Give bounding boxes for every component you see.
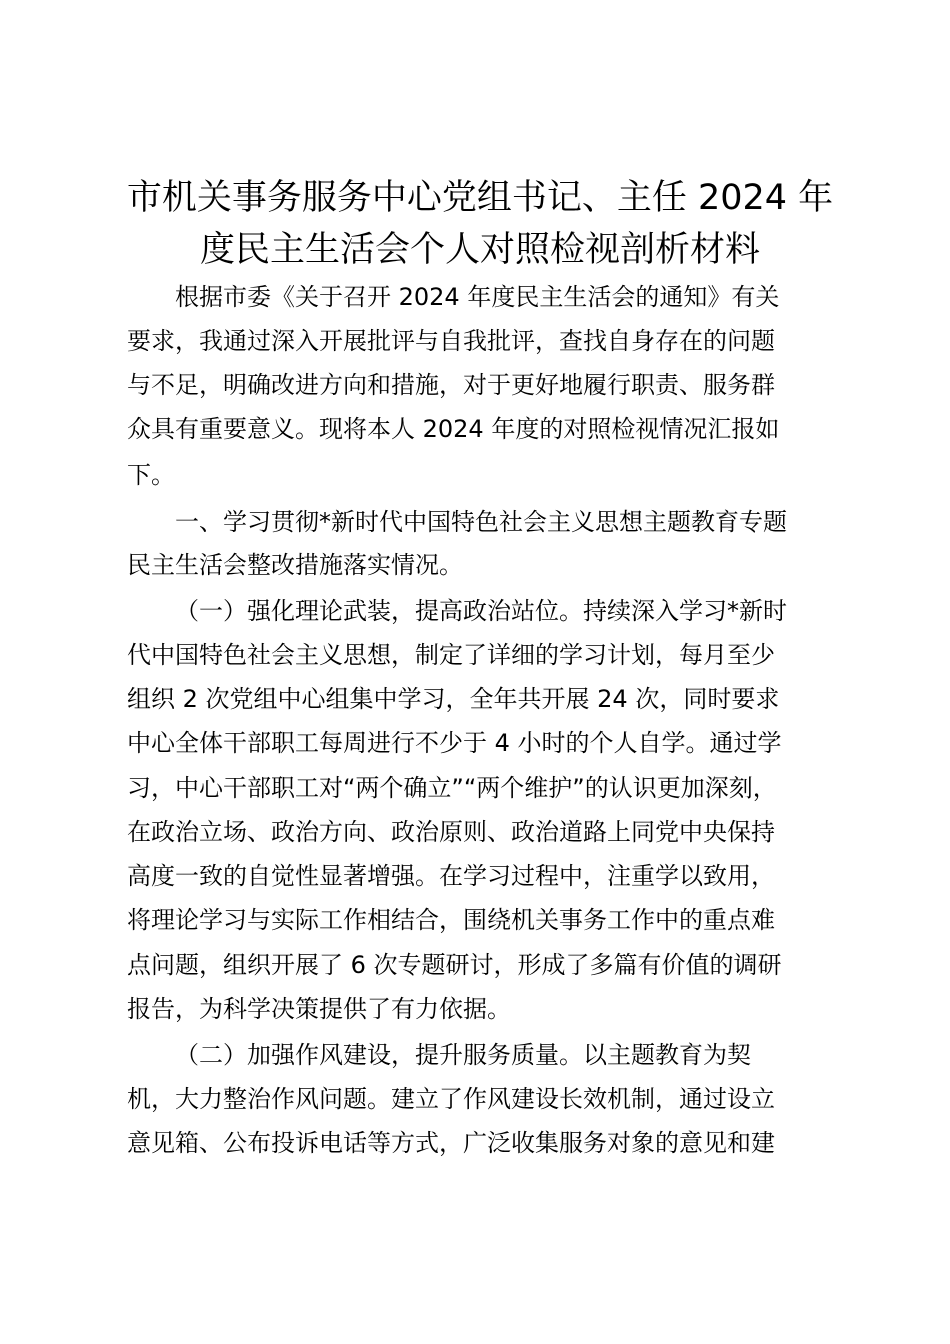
document-title: [110, 172, 850, 276]
body-line-10: 组织 2 次党组中心组集中学习，全年共开展 24 次，同时要求: [127, 685, 780, 713]
body-line-4: 众具有重要意义。现将本人 2024 年度的对照检视情况汇报如: [127, 415, 780, 443]
body-line-1: 根据市委《关于召开 2024 年度民主生活会的通知》有关: [175, 283, 780, 311]
body-line-6: 一、学习贯彻*新时代中国特色社会主义思想主题教育专题: [175, 508, 787, 536]
body-line-19: 机，大力整治作风问题。建立了作风建设长效机制，通过设立: [127, 1085, 775, 1113]
body-line-3: 与不足，明确改进方向和措施，对于更好地履行职责、服务群: [127, 371, 775, 399]
body-line-20: 意见箱、公布投诉电话等方式，广泛收集服务对象的意见和建: [127, 1129, 775, 1157]
title-line-1: 市机关事务服务中心党组书记、主任 2024 年: [126, 178, 834, 218]
body-line-16: 点问题，组织开展了 6 次专题研讨，形成了多篇有价值的调研: [127, 951, 782, 979]
body-line-7: 民主生活会整改措施落实情况。: [127, 551, 463, 579]
body-line-2: 要求，我通过深入开展批评与自我批评，查找自身存在的问题: [127, 327, 775, 355]
title-line-2: 度民主生活会个人对照检视剖析材料: [199, 230, 760, 270]
body-line-11: 中心全体干部职工每周进行不少于 4 小时的个人自学。通过学: [127, 729, 782, 757]
body-line-14: 高度一致的自觉性显著增强。在学习过程中，注重学以致用，: [127, 862, 775, 890]
body-line-12: 习，中心干部职工对“两个确立”“两个维护”的认识更加深刻，: [127, 774, 777, 802]
body-line-15: 将理论学习与实际工作相结合，围绕机关事务工作中的重点难: [127, 906, 775, 934]
body-line-18: （二）加强作风建设，提升服务质量。以主题教育为契: [175, 1041, 751, 1069]
body-line-9: 代中国特色社会主义思想，制定了详细的学习计划，每月至少: [127, 641, 775, 669]
body-line-17: 报告，为科学决策提供了有力依据。: [127, 995, 511, 1023]
body-line-13: 在政治立场、政治方向、政治原则、政治道路上同党中央保持: [127, 818, 775, 846]
body-line-5: 下。: [127, 461, 175, 489]
body-line-8: （一）强化理论武装，提高政治站位。持续深入学习*新时: [175, 597, 787, 625]
